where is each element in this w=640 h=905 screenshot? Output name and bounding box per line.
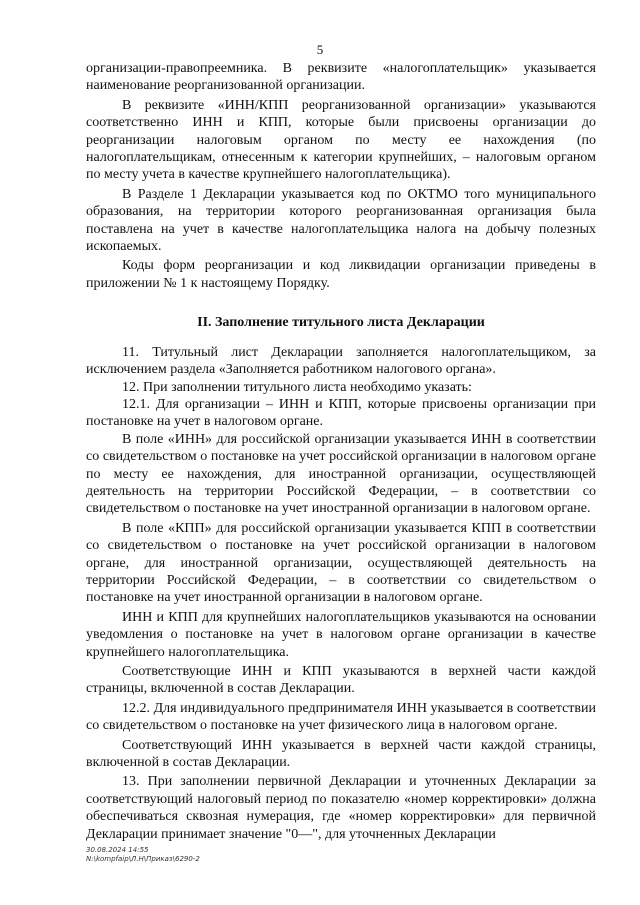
section-heading: II. Заполнение титульного листа Декларации — [197, 315, 485, 331]
paragraph-oktmo: В Разделе 1 Декларации указывается код по ОКТМО того муниципального образования, на территории которого реорганизованная организация была поставлена на учет в качестве налогоплательщика налога на добычу полезных ископаемых. — [86, 186, 596, 255]
paragraph-largest-taxpayers: ИНН и КПП для крупнейших налогоплательщиков указываются на основании уведомления о постановке на учет в налоговом органе организации в качестве крупнейшего налогоплательщика. — [86, 609, 596, 660]
paragraph-12-2: 12.2. Для индивидуального предпринимателя ИНН указывается в соответствии со свидетельством о постановке на учет физического лица в налоговом органе. — [86, 700, 596, 734]
footer-date: 30.08.2024 14:55 — [86, 846, 149, 854]
paragraph-inn-top: Соответствующий ИНН указывается в верхней части каждой страницы, включенной в состав Декларации. — [86, 737, 596, 771]
paragraph-inn-kpp-top: Соответствующие ИНН и КПП указываются в верхней части каждой страницы, включенной в состав Декларации. — [86, 664, 596, 697]
file-footer — [86, 846, 200, 864]
footer-path: N:\kompfaip\Л.Н\Приказ\6290-2 — [86, 855, 200, 863]
paragraph-continuation: организации-правопреемника. В реквизите «налогоплательщик» указывается наименование реорганизованной организации. — [86, 61, 596, 94]
paragraph-13: 13. При заполнении первичной Декларации и уточненных Декларации за соответствующий налоговый период по показателю «номер корректировки» должна обеспечиваться сквозная нумерация, где «номер корректировки» для первичной Декларации принимает значение "0—", для уточненных Декларации — [86, 774, 596, 842]
paragraph-12: 12. При заполнении титульного листа необходимо указать: — [122, 379, 472, 395]
paragraph-12-1: 12.1. Для организации – ИНН и КПП, которые присвоены организации при постановке на учет в налоговом органе. — [86, 396, 596, 430]
paragraph-kpp-field: В поле «КПП» для российской организации указывается КПП в соответствии со свидетельством о постановке на учет российской организации в налоговом органе, для иностранной организации, осуществляющей деятельность на территории Российской Федерации, – в соответствии со свидетельством о постановке на учет иностранной организации в налоговом органе. — [86, 520, 596, 606]
paragraph-inn-kpp-reorganized: В реквизите «ИНН/КПП реорганизованной организации» указываются соответственно ИНН и КПП, которые были присвоены организации до реорганизации налоговым органом по месту ее нахождения (по налогоплательщикам, отнесенным к категории крупнейших, – налоговым органом по месту учета в качестве крупнейшего налогоплательщика). — [86, 97, 596, 183]
document-body — [86, 60, 596, 843]
paragraph-inn-field: В поле «ИНН» для российской организации указывается ИНН в соответствии со свидетельством о постановке на учет российской организации в налоговом органе по месту ее нахождения, для иностранной организации, осуществляющей деятельность на территории Российской Федерации, – в соответствии со свидетельством о постановке на учет иностранной организации в налоговом органе. — [86, 431, 596, 517]
paragraph-11: 11. Титульный лист Декларации заполняется налогоплательщиком, за исключением раздела «Заполняется работником налогового органа». — [86, 344, 596, 378]
paragraph-reorganization-codes: Коды форм реорганизации и код ликвидации организации приведены в приложении № 1 к настоящему Порядку. — [86, 258, 596, 291]
page-number: 5 — [316, 42, 324, 57]
